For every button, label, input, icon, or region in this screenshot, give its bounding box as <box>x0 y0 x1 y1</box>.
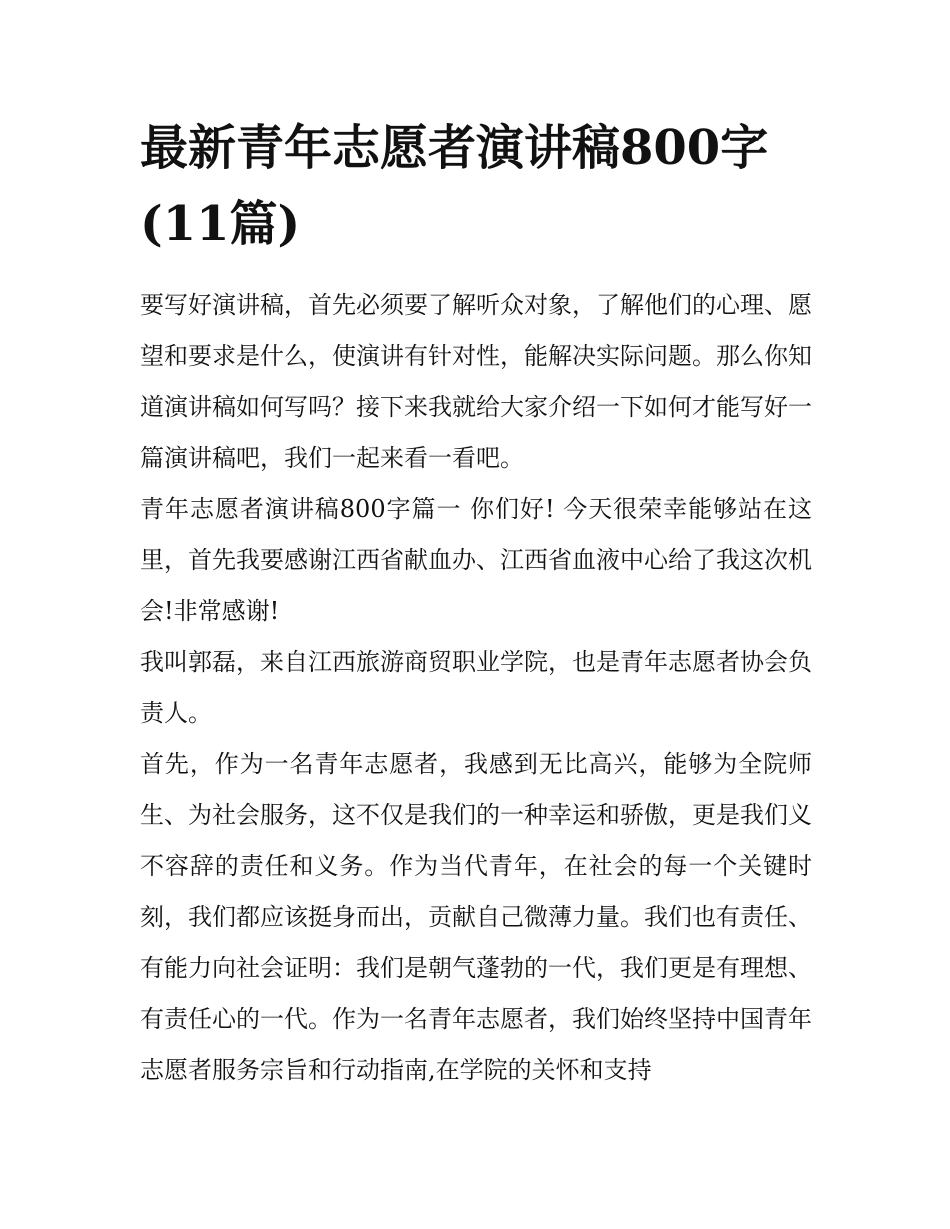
document-body <box>140 280 812 1096</box>
paragraph-main: 首先，作为一名青年志愿者，我感到无比高兴，能够为全院师生、为社会服务，这不仅是我们的一种幸运和骄傲，更是我们义不容辞的责任和义务。作为当代青年，在社会的每一个关键时刻，我们都应该挺身而出，贡献自己微薄力量。我们也有责任、有能力向社会证明：我们是朝气蓬勃的一代，我们更是有理想、有责任心的一代。作为一名青年志愿者，我们始终坚持中国青年志愿者服务宗旨和行动指南,在学院的关怀和支持 <box>140 750 812 1084</box>
document-page <box>140 110 812 1096</box>
document-title: 最新青年志愿者演讲稿800字(11篇) <box>140 120 769 252</box>
paragraph-intro: 要写好演讲稿，首先必须要了解听众对象，了解他们的心理、愿望和要求是什么，使演讲有针对性，能解决实际问题。那么你知道演讲稿如何写吗？接下来我就给大家介绍一下如何才能写好一篇演讲稿吧，我们一起来看一看吧。 <box>140 291 812 472</box>
paragraph-self-introduction: 我叫郭磊，来自江西旅游商贸职业学院，也是青年志愿者协会负责人。 <box>140 648 812 727</box>
paragraph-greeting: 青年志愿者演讲稿800字篇一 你们好! 今天很荣幸能够站在这里，首先我要感谢江西省献血办、江西省血液中心给了我这次机会!非常感谢! <box>140 495 812 625</box>
